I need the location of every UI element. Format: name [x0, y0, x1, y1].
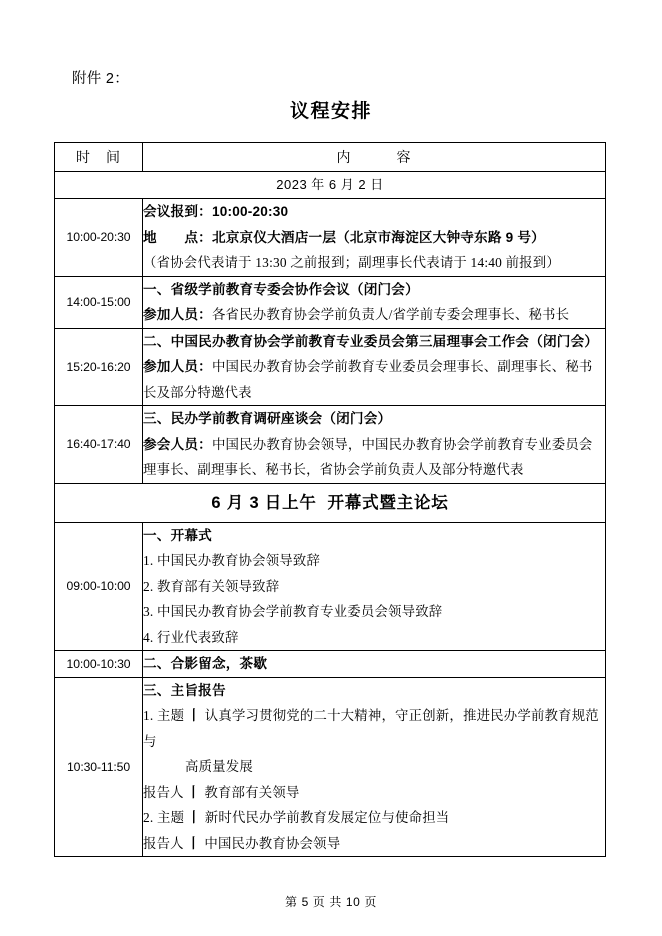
agenda-table	[54, 142, 606, 857]
content-line: 2. 教育部有关领导致辞	[143, 578, 280, 594]
column-header-time: 时 间	[55, 143, 143, 172]
content-line-text: 认真学习贯彻党的二十大精神，守正创新，推进民办学前教育规范与	[143, 708, 599, 749]
table-row	[55, 651, 606, 678]
section-banner-row	[55, 483, 606, 522]
vertical-bar-icon: 丨	[186, 835, 201, 851]
content-cell	[143, 406, 606, 484]
time-cell: 16:40-17:40	[55, 406, 143, 484]
content-line: 4. 行业代表致辞	[143, 629, 239, 645]
content-heading-line: 会议报到：10:00-20:30	[143, 204, 289, 219]
content-labeled-line	[143, 302, 605, 328]
content-line: 1. 中国民办教育协会领导致辞	[143, 553, 321, 568]
table-row	[55, 328, 606, 406]
content-bar-line	[143, 780, 605, 806]
content-labeled-line	[143, 354, 605, 405]
content-labeled-line	[143, 432, 605, 483]
table-header-row	[55, 143, 606, 172]
content-heading-line: 二、中国民办教育协会学前教育专业委员会第三届理事会工作会（闭门会）	[143, 333, 599, 349]
content-line-prefix: 报告人	[143, 835, 184, 851]
content-line-text: 新时代民办学前教育发展定位与使命担当	[204, 810, 450, 825]
table-row	[55, 276, 606, 328]
content-line-label: 参会人员：	[143, 436, 212, 452]
vertical-bar-icon: 丨	[187, 708, 201, 723]
content-heading-line: 一、省级学前教育专委会协作会议（闭门会）	[143, 281, 419, 297]
content-line-prefix: 报告人	[143, 784, 184, 800]
page-title: 议程安排	[289, 101, 372, 122]
content-line-prefix: 2. 主题	[143, 810, 185, 825]
agenda-table-body	[55, 143, 606, 857]
content-heading-line: 二、合影留念，茶歇	[143, 656, 268, 671]
content-line-label: 参加人员：	[143, 307, 212, 322]
content-cell	[143, 328, 606, 406]
time-cell: 10:00-20:30	[55, 199, 143, 277]
content-cell	[143, 199, 606, 277]
content-bar-line	[143, 805, 605, 831]
content-line-prefix: 1. 主题	[143, 708, 185, 723]
content-line-text: 中国民办教育协会领导	[204, 835, 341, 851]
table-row	[55, 522, 606, 651]
time-cell: 14:00-15:00	[55, 276, 143, 328]
content-bar-line	[143, 703, 605, 754]
date-banner-row	[55, 172, 606, 199]
content-line: 3. 中国民办教育协会学前教育专业委员会领导致辞	[143, 604, 443, 619]
date-banner-text: 2023 年 6 月 2 日	[55, 172, 606, 199]
content-line-text: 教育部有关领导	[204, 784, 300, 800]
vertical-bar-icon: 丨	[186, 784, 201, 800]
content-cell	[143, 522, 606, 651]
content-heading-line: 地 点：北京京仪大酒店一层（北京市海淀区大钟寺东路 9 号）	[143, 229, 545, 245]
time-cell: 10:30-11:50	[55, 677, 143, 857]
table-row	[55, 406, 606, 484]
content-continuation-line: 高质量发展	[185, 759, 253, 774]
time-cell: 15:20-16:20	[55, 328, 143, 406]
table-row	[55, 199, 606, 277]
time-cell: 09:00-10:00	[55, 522, 143, 651]
time-cell: 10:00-10:30	[55, 651, 143, 678]
content-heading-line: 一、开幕式	[143, 527, 212, 543]
content-line-text: 各省民办教育协会学前负责人/省学前专委会理事长、秘书长	[211, 307, 570, 322]
content-line-label: 参加人员：	[143, 359, 212, 374]
content-cell	[143, 651, 606, 678]
content-cell	[143, 276, 606, 328]
section-banner-text: 6 月 3 日上午 开幕式暨主论坛	[55, 483, 606, 522]
content-line: （省协会代表请于 13:30 之前报到；副理事长代表请于 14:40 前报到）	[143, 255, 560, 270]
content-heading-line: 三、民办学前教育调研座谈会（闭门会）	[143, 411, 392, 426]
content-heading-line: 三、主旨报告	[143, 682, 226, 698]
table-row	[55, 677, 606, 857]
content-line-text: 中国民办教育协会领导，中国民办教育协会学前教育专业委员会理事长、副理事长、秘书长，省协会学前负责人及部分特邀代表	[143, 436, 593, 477]
content-cell	[143, 677, 606, 857]
content-bar-line	[143, 831, 605, 857]
content-line-text: 中国民办教育协会学前教育专业委员会理事长、副理事长、秘书长及部分特邀代表	[143, 359, 593, 400]
page-footer: 第 5 页 共 10 页	[285, 895, 377, 909]
attachment-label: 附件 2：	[72, 71, 130, 87]
vertical-bar-icon: 丨	[187, 810, 201, 825]
column-header-content: 内 容	[143, 143, 606, 172]
